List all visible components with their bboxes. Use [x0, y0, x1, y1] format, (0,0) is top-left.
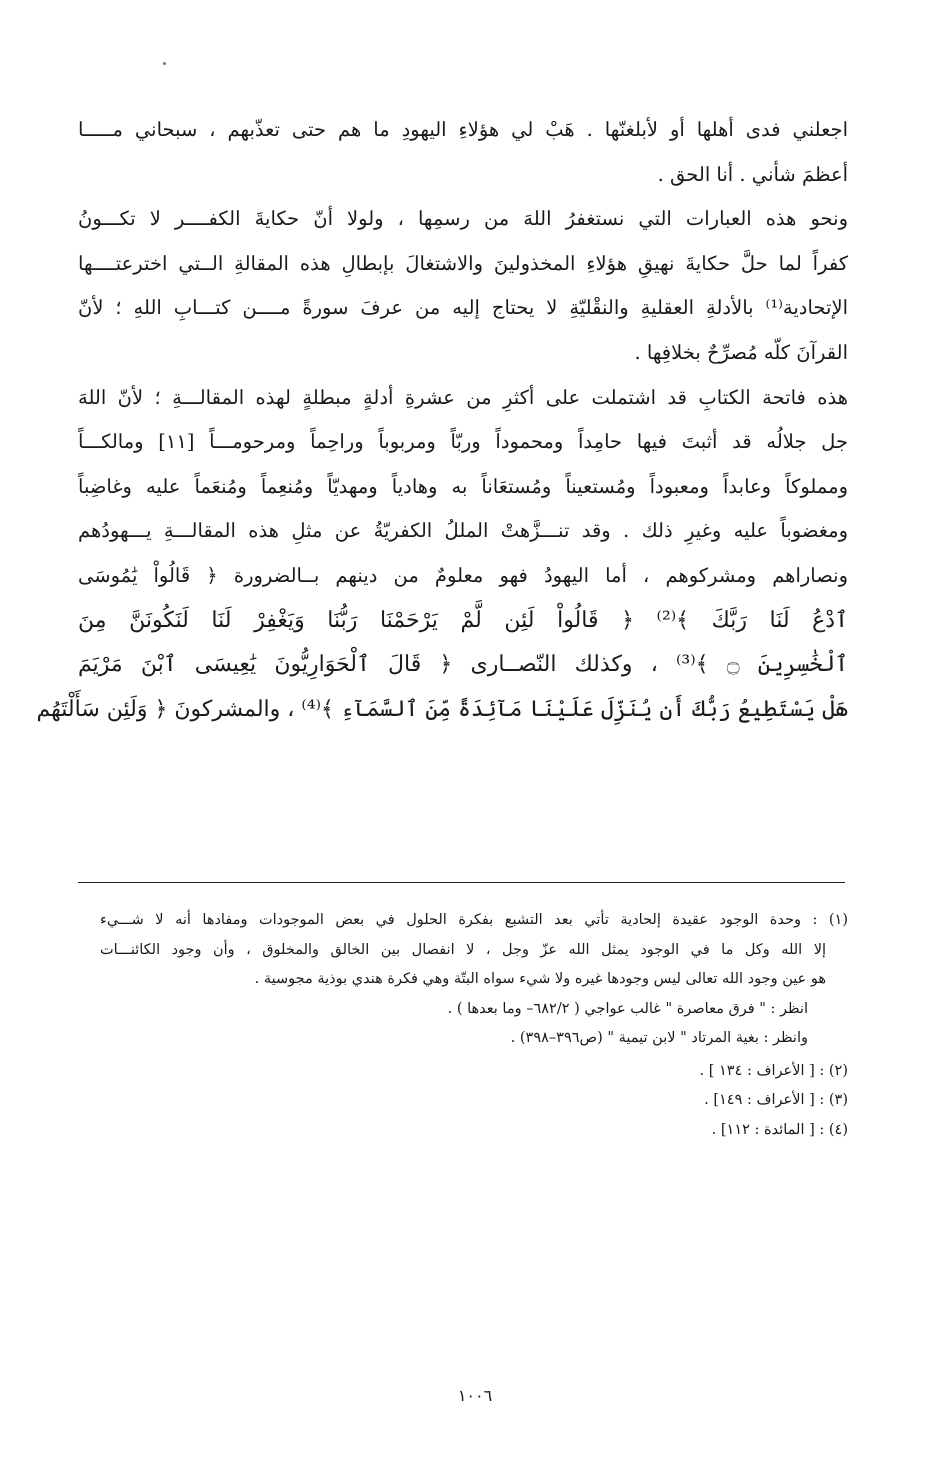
footnote-line: (٢) : [ الأعراف : ١٣٤ ] . [699, 1062, 848, 1079]
footnote-divider [78, 882, 845, 883]
footnote-line: إلا الله وكل ما في الوجود يمثل الله عزّ وجل ، لا انفصال بين الخالق والمخلوق ، وأن وجود الكائنـــات [100, 941, 826, 958]
text-line: القرآنَ كلّه مُصرِّحٌ بخلافِها . [634, 340, 848, 364]
page-mark [163, 62, 166, 65]
text-line: ونصاراهم ومشركوهم ، أما اليهودُ فهو معلومٌ من دينهم بــالضرورة ﴿ قَالُواْ يَٰمُوسَى [78, 563, 848, 587]
footnote-line: وانظر : بغية المرتاد " لابن تيمية " (ص٣٩٦–٣٩٨) . [510, 1030, 808, 1046]
footnote-line: انظر : " فرق معاصرة " غالب عواجي ( ٦٨٢/٢– وما بعدها ) . [447, 1000, 808, 1017]
footnote-line: (١) : وحدة الوجود عقيدة إلحادية تأتي بعد التشبع بفكرة الحلول في بعض الموجودات ومفادها أنه لا شـــيء [100, 912, 848, 928]
text-line: ومملوكاً وعابداً ومعبوداً ومُستعيناً ومُستعَاناً به وهادياً ومهديّاً ومُنعِماً ومُنعَماً عليه وغاضِباً [78, 474, 848, 498]
page-number: ١٠٠٦ [457, 1386, 493, 1405]
text-line: الإتحادية⁽¹⁾ بالأدلةِ العقليةِ والنقْليّةِ لا يحتاج إليه من عرفَ سورةً مــــن كتـــابِ اللهِ ؛ لأنّ [78, 296, 848, 320]
text-line: جل جلالُه قد أثبتَ فيها حامِداً ومحموداً وربّاً ومربوباً وراحِماً ومرحومـــاً [١١] ومالكـــاً [78, 430, 849, 454]
text-line: أعظمَ شأني . أنا الحق . [657, 162, 848, 186]
text-line: هذه فاتحة الكتابِ قد اشتملت على أكثرِ من عشرةِ أدلةٍ مبطلةٍ لهذه المقالـــةِ ؛ لأنّ اللهَ [78, 385, 848, 409]
quran-verse-line: هَلْ يَسْتَطِيعُ رَبُّكَ أَن يُنَزِّلَ عَلَيْنَا مَآئِدَةً مِّنَ ٱلسَّمَآءِ ﴾⁽⁴⁾ ، والمشركونَ ﴿ وَلَئِن سَأَلْتَهُم [36, 696, 848, 722]
text-line: ونحو هذه العبارات التي نستغفرُ اللهَ من رسمِها ، ولولا أنّ حكايةَ الكفــــر لا تكـــونُ [78, 207, 848, 231]
text-line: اجعلني فدى أهلها أو لأبلغنّها . هَبْ لي هؤلاءِ اليهودِ ما هم حتى تعذّبهم ، سبحاني مـــــا [78, 118, 848, 141]
text-line: كفراً لما حلَّ حكايةَ نهيقِ هؤلاءِ المخذولينَ والاشتغالَ بإبطالِ هذه المقالةِ الــتي اخترعتــــها [78, 251, 848, 275]
quran-verse-line: ٱلْخَٰسِرِينَ ۝ ﴾⁽³⁾ ، وكذلك النّصــارى ﴿ قَالَ ٱلْحَوَارِيُّونَ يَٰعِيسَى ٱبْنَ مَرْيَمَ [78, 652, 848, 678]
footnote-line: هو عين وجود الله تعالى ليس وجودها غيره ولا شيء سواه البتّة وهي فكرة هندي بوذية مجوسية . [254, 971, 826, 987]
footnote-line: (٤) : [ المائدة : ١١٢] . [711, 1121, 848, 1138]
quran-verse-line: ٱدْعُ لَنَا رَبَّكَ ﴾⁽²⁾ ﴿ قَالُواْ لَئِن لَّمْ يَرْحَمْنَا رَبُّنَا وَيَغْفِرْ لَنَا لَنَكُونَنَّ مِنَ [78, 607, 848, 633]
footnote-line: (٣) : [ الأعراف : ١٤٩] . [704, 1092, 848, 1108]
footnotes [100, 906, 848, 1145]
main-text [36, 108, 849, 732]
text-line: ومغضوباً عليه وغيرِ ذلك . وقد تنـــزَّهتْ المللُ الكفريّةُ عن مثلِ هذه المقالـــةِ يـــهودُهم [78, 519, 848, 543]
